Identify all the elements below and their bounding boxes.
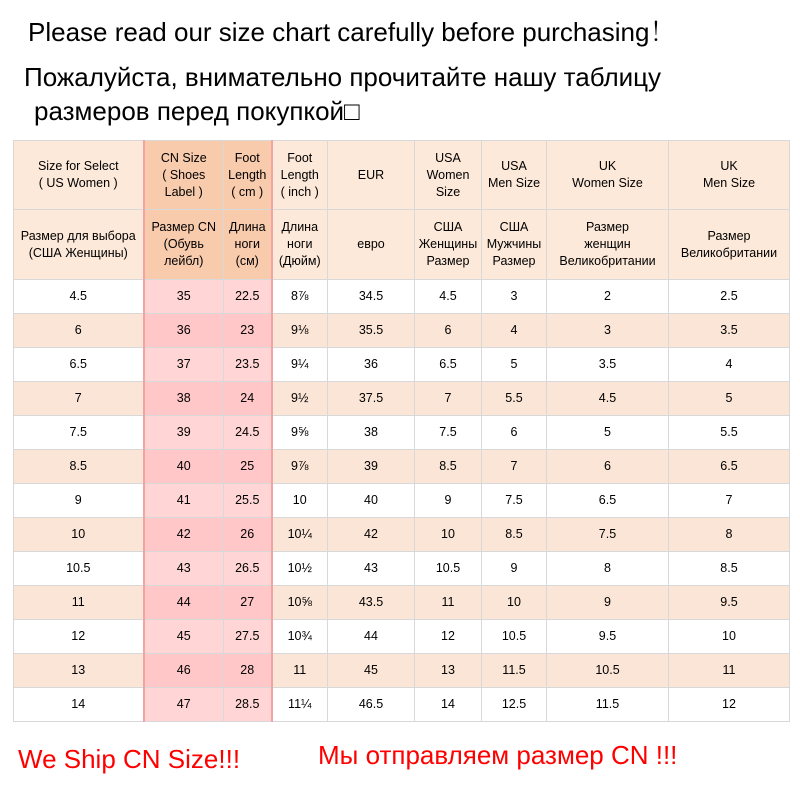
table-cell: 12 (14, 620, 144, 654)
header-cell: UK Men Size (669, 141, 790, 210)
table-row (14, 586, 790, 620)
table-cell: 14 (14, 688, 144, 722)
table-cell: 12 (669, 688, 790, 722)
table-cell: 7.5 (14, 416, 144, 450)
table-cell: 38 (328, 416, 415, 450)
table-cell: 7.5 (415, 416, 482, 450)
table-cell: 8.5 (14, 450, 144, 484)
table-cell: 4 (669, 348, 790, 382)
table-cell: 10 (482, 586, 547, 620)
table-cell: 11 (415, 586, 482, 620)
header-cell: США Мужчины Размер (482, 210, 547, 280)
table-cell: 11.5 (547, 688, 669, 722)
table-cell: 10⅝ (272, 586, 328, 620)
table-cell: 9 (415, 484, 482, 518)
header-cell: Длина ноги (Дюйм) (272, 210, 328, 280)
table-cell: 11 (14, 586, 144, 620)
table-cell: 43 (144, 552, 224, 586)
table-cell: 27.5 (224, 620, 272, 654)
header-cell: Длина ноги (см) (224, 210, 272, 280)
table-cell: 11 (272, 654, 328, 688)
table-cell: 4.5 (14, 280, 144, 314)
table-cell: 44 (328, 620, 415, 654)
table-cell: 40 (144, 450, 224, 484)
table-cell: 42 (328, 518, 415, 552)
table-cell: 5.5 (669, 416, 790, 450)
header-cell: США Женщины Размер (415, 210, 482, 280)
table-cell: 4 (482, 314, 547, 348)
table-cell: 7 (669, 484, 790, 518)
table-cell: 6 (415, 314, 482, 348)
table-cell: 7 (415, 382, 482, 416)
table-cell: 39 (144, 416, 224, 450)
header-cell: Foot Length ( cm ) (224, 141, 272, 210)
header-row-russian (14, 210, 790, 280)
table-cell: 9¼ (272, 348, 328, 382)
table-cell: 10¼ (272, 518, 328, 552)
table-cell: 9 (14, 484, 144, 518)
size-chart-table (13, 140, 790, 722)
table-cell: 4.5 (415, 280, 482, 314)
table-cell: 6.5 (669, 450, 790, 484)
table-cell: 25.5 (224, 484, 272, 518)
table-cell: 4.5 (547, 382, 669, 416)
table-cell: 22.5 (224, 280, 272, 314)
table-cell: 7.5 (482, 484, 547, 518)
table-cell: 35.5 (328, 314, 415, 348)
table-cell: 7 (482, 450, 547, 484)
table-cell: 24.5 (224, 416, 272, 450)
table-cell: 44 (144, 586, 224, 620)
table-cell: 2.5 (669, 280, 790, 314)
header-cell: Foot Length ( inch ) (272, 141, 328, 210)
table-row (14, 416, 790, 450)
table-cell: 9½ (272, 382, 328, 416)
table-cell: 7.5 (547, 518, 669, 552)
table-cell: 3 (482, 280, 547, 314)
header-cell: евро (328, 210, 415, 280)
table-cell: 24 (224, 382, 272, 416)
table-cell: 34.5 (328, 280, 415, 314)
header-cell: Размер женщин Великобритании (547, 210, 669, 280)
table-cell: 3.5 (547, 348, 669, 382)
table-row (14, 314, 790, 348)
table-cell: 36 (144, 314, 224, 348)
table-cell: 9.5 (547, 620, 669, 654)
table-row (14, 382, 790, 416)
table-cell: 5 (547, 416, 669, 450)
table-cell: 23.5 (224, 348, 272, 382)
table-cell: 5 (482, 348, 547, 382)
table-cell: 12.5 (482, 688, 547, 722)
table-cell: 10¾ (272, 620, 328, 654)
table-cell: 8 (547, 552, 669, 586)
table-cell: 8⅞ (272, 280, 328, 314)
table-cell: 6.5 (415, 348, 482, 382)
table-cell: 9 (482, 552, 547, 586)
table-cell: 14 (415, 688, 482, 722)
table-cell: 38 (144, 382, 224, 416)
table-cell: 8.5 (669, 552, 790, 586)
table-cell: 10.5 (415, 552, 482, 586)
table-row (14, 620, 790, 654)
table-cell: 42 (144, 518, 224, 552)
title-russian (24, 60, 794, 128)
table-cell: 9⅛ (272, 314, 328, 348)
header-cell: Размер CN (Обувь лейбл) (144, 210, 224, 280)
table-cell: 2 (547, 280, 669, 314)
table-cell: 10 (415, 518, 482, 552)
table-cell: 13 (415, 654, 482, 688)
table-cell: 43 (328, 552, 415, 586)
table-cell: 10 (272, 484, 328, 518)
table-cell: 46 (144, 654, 224, 688)
table-cell: 36 (328, 348, 415, 382)
table-cell: 8 (669, 518, 790, 552)
table-cell: 5 (669, 382, 790, 416)
table-cell: 47 (144, 688, 224, 722)
table-cell: 40 (328, 484, 415, 518)
table-cell: 7 (14, 382, 144, 416)
table-cell: 8.5 (415, 450, 482, 484)
table-cell: 3 (547, 314, 669, 348)
table-cell: 12 (415, 620, 482, 654)
table-row (14, 654, 790, 688)
table-cell: 6 (547, 450, 669, 484)
table-cell: 10 (669, 620, 790, 654)
table-cell: 10.5 (482, 620, 547, 654)
table-cell: 28.5 (224, 688, 272, 722)
table-row (14, 518, 790, 552)
table-cell: 11¼ (272, 688, 328, 722)
table-cell: 39 (328, 450, 415, 484)
table-cell: 9.5 (669, 586, 790, 620)
header-row-english (14, 141, 790, 210)
header-cell: USA Women Size (415, 141, 482, 210)
header-cell: Размер Великобритании (669, 210, 790, 280)
table-cell: 45 (144, 620, 224, 654)
table-cell: 11 (669, 654, 790, 688)
table-cell: 26 (224, 518, 272, 552)
table-cell: 6.5 (14, 348, 144, 382)
table-cell: 9 (547, 586, 669, 620)
table-row (14, 484, 790, 518)
table-cell: 46.5 (328, 688, 415, 722)
table-cell: 8.5 (482, 518, 547, 552)
title-russian-line2: размеров перед покупкой□ (34, 96, 360, 126)
table-row (14, 280, 790, 314)
table-cell: 37 (144, 348, 224, 382)
table-cell: 23 (224, 314, 272, 348)
table-cell: 3.5 (669, 314, 790, 348)
table-row (14, 688, 790, 722)
table-cell: 10½ (272, 552, 328, 586)
table-cell: 10 (14, 518, 144, 552)
table-cell: 10.5 (14, 552, 144, 586)
title-russian-line1: Пожалуйста, внимательно прочитайте нашу таблицу (24, 62, 662, 92)
table-row (14, 450, 790, 484)
header-cell: USA Men Size (482, 141, 547, 210)
table-cell: 27 (224, 586, 272, 620)
header-cell: EUR (328, 141, 415, 210)
header-cell: UK Women Size (547, 141, 669, 210)
header-cell: Size for Select ( US Women ) (14, 141, 144, 210)
footer-russian-note: Мы отправляем размер CN !!! (318, 740, 678, 770)
table-cell: 5.5 (482, 382, 547, 416)
table-cell: 13 (14, 654, 144, 688)
table-cell: 9⅝ (272, 416, 328, 450)
table-cell: 41 (144, 484, 224, 518)
table-cell: 6 (482, 416, 547, 450)
table-cell: 25 (224, 450, 272, 484)
header-cell: CN Size ( Shoes Label ) (144, 141, 224, 210)
table-cell: 43.5 (328, 586, 415, 620)
footer-english-note: We Ship CN Size!!! (18, 744, 241, 774)
table-cell: 9⅞ (272, 450, 328, 484)
table-cell: 11.5 (482, 654, 547, 688)
table-cell: 28 (224, 654, 272, 688)
table-cell: 10.5 (547, 654, 669, 688)
table-cell: 35 (144, 280, 224, 314)
table-row (14, 552, 790, 586)
table-cell: 45 (328, 654, 415, 688)
table-cell: 6.5 (547, 484, 669, 518)
header-cell: Размер для выбора (США Женщины) (14, 210, 144, 280)
table-cell: 26.5 (224, 552, 272, 586)
table-cell: 37.5 (328, 382, 415, 416)
title-english: Please read our size chart carefully before purchasing！ (28, 17, 676, 47)
table-row (14, 348, 790, 382)
table-cell: 6 (14, 314, 144, 348)
